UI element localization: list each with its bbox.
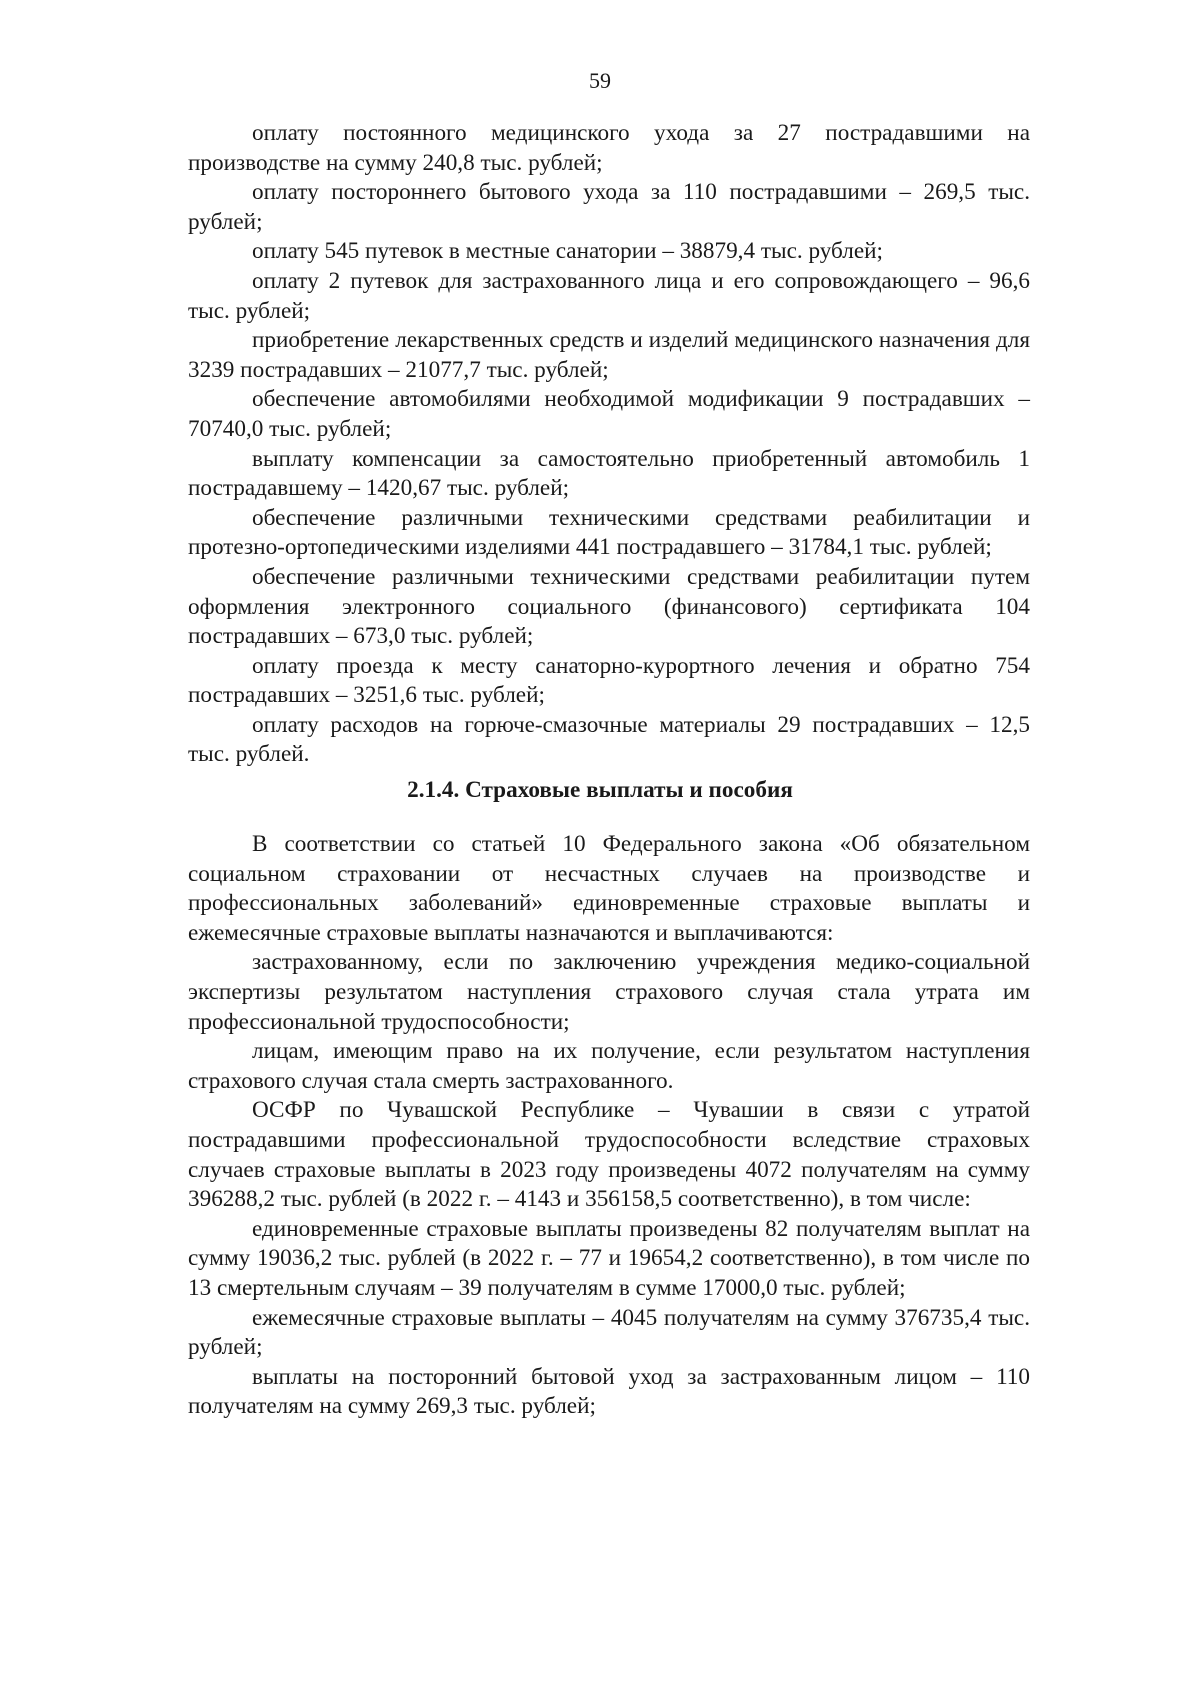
page-number: 59	[589, 68, 611, 93]
paragraph: обеспечение различными техническими средствами реабилитации путем оформления электронного социального (финансового) сертификата 104 пострадавших – 673,0 тыс. рублей;	[188, 563, 1030, 650]
section-body	[188, 830, 1030, 1422]
paragraph: оплату проезда к месту санаторно-курортного лечения и обратно 754 пострадавших – 3251,6 тыс. рублей;	[188, 652, 1030, 709]
paragraph: оплату 2 путевок для застрахованного лица и его сопровождающего – 96,6 тыс. рублей;	[188, 267, 1030, 324]
paragraph: обеспечение автомобилями необходимой модификации 9 пострадавших – 70740,0 тыс. рублей;	[188, 386, 1030, 442]
paragraph: выплаты на посторонний бытовой уход за застрахованным лицом – 110 получателям на сумму 269,3 тыс. рублей;	[188, 1363, 1030, 1420]
paragraph: оплату 545 путевок в местные санатории – 38879,4 тыс. рублей;	[252, 238, 883, 265]
section-heading: 2.1.4. Страховые выплаты и пособия	[407, 777, 793, 803]
paragraph: оплату постороннего бытового ухода за 110 пострадавшими – 269,5 тыс. рублей;	[188, 179, 1030, 235]
benefits-list	[188, 119, 1030, 770]
paragraph: ОСФР по Чувашской Республике – Чувашии в связи с утратой пострадавшими профессиональной трудоспособности вследствие страховых случаев страховые выплаты в 2023 году произведены 4072 получателям на сумму 396288,2 тыс. рублей (в 2022 г. – 4143 и 356158,5 соответственно), в том числе:	[188, 1097, 1030, 1213]
paragraph: выплату компенсации за самостоятельно приобретенный автомобиль 1 пострадавшему – 1420,67 тыс. рублей;	[188, 445, 1030, 502]
paragraph: обеспечение различными техническими средствами реабилитации и протезно-ортопедическими изделиями 441 пострадавшего – 31784,1 тыс. рублей;	[188, 504, 1030, 561]
paragraph: приобретение лекарственных средств и изделий медицинского назначения для 3239 пострадавших – 21077,7 тыс. рублей;	[188, 327, 1030, 383]
paragraph: лицам, имеющим право на их получение, если результатом наступления страхового случая стала смерть застрахованного.	[188, 1038, 1030, 1094]
paragraph: единовременные страховые выплаты произведены 82 получателям выплат на сумму 19036,2 тыс. рублей (в 2022 г. – 77 и 19654,2 соответственно), в том числе по 13 смертельным случаям – 39 получателям в сумме 17000,0 тыс. рублей;	[188, 1215, 1030, 1301]
paragraph: застрахованному, если по заключению учреждения медико-социальной экспертизы результатом наступления страхового случая стала утрата им профессиональной трудоспособности;	[188, 949, 1030, 1035]
paragraph: В соответствии со статьей 10 Федерального закона «Об обязательном социальном страховании от несчастных случаев на производстве и профессиональных заболеваний» единовременные страховые выплаты и ежемесячные страховые выплаты назначаются и выплачиваются:	[188, 831, 1030, 946]
paragraph: оплату постоянного медицинского ухода за 27 пострадавшими на производстве на сумму 240,8 тыс. рублей;	[188, 120, 1030, 176]
paragraph: оплату расходов на горюче-смазочные материалы 29 пострадавших – 12,5 тыс. рублей.	[188, 711, 1030, 768]
paragraph: ежемесячные страховые выплаты – 4045 получателям на сумму 376735,4 тыс. рублей;	[188, 1304, 1030, 1361]
